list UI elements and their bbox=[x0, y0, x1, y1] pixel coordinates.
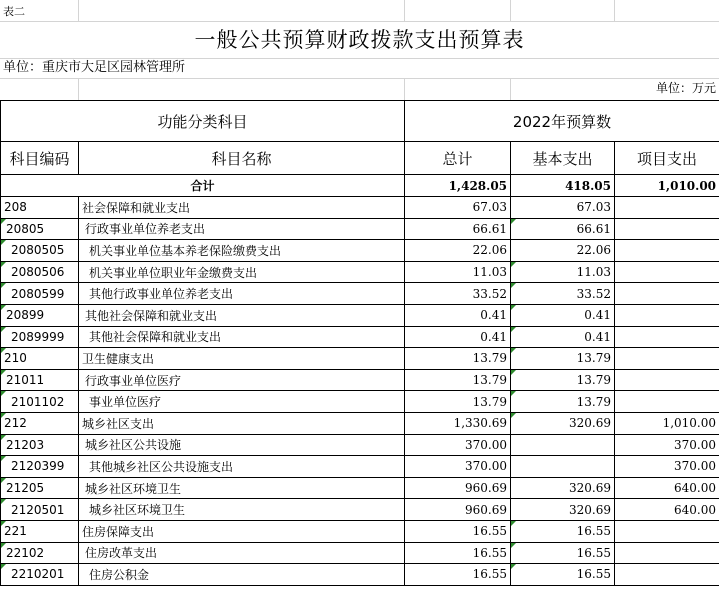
header-function-class[interactable]: 功能分类科目 bbox=[1, 101, 405, 142]
cell-basic[interactable]: 320.69 bbox=[511, 477, 615, 499]
cell-name[interactable]: 其他行政事业单位养老支出 bbox=[79, 283, 405, 305]
gridline bbox=[510, 0, 511, 22]
cell-basic[interactable]: 22.06 bbox=[511, 240, 615, 262]
cell-basic[interactable]: 11.03 bbox=[511, 261, 615, 283]
cell-name[interactable]: 卫生健康支出 bbox=[79, 348, 405, 370]
cell-name[interactable]: 城乡社区支出 bbox=[79, 412, 405, 434]
cell-code[interactable]: 2210201 bbox=[1, 564, 79, 586]
cell-total[interactable]: 370.00 bbox=[405, 434, 511, 456]
cell-name[interactable]: 其他社会保障和就业支出 bbox=[79, 304, 405, 326]
cell-basic[interactable] bbox=[511, 456, 615, 478]
cell-total[interactable]: 13.79 bbox=[405, 391, 511, 413]
table-row bbox=[1, 499, 719, 521]
cell-total[interactable]: 0.41 bbox=[405, 326, 511, 348]
cell-project[interactable] bbox=[615, 369, 719, 391]
cell-name[interactable]: 其他社会保障和就业支出 bbox=[79, 326, 405, 348]
gridline bbox=[510, 78, 511, 100]
cell-code[interactable]: 21205 bbox=[1, 477, 79, 499]
gridline bbox=[78, 0, 79, 22]
header-budget-year[interactable]: 2022年预算数 bbox=[405, 101, 719, 142]
cell-basic[interactable]: 13.79 bbox=[511, 348, 615, 370]
cell-basic[interactable]: 320.69 bbox=[511, 499, 615, 521]
cell-basic[interactable]: 320.69 bbox=[511, 412, 615, 434]
header-total[interactable]: 总计 bbox=[405, 142, 511, 175]
header-code[interactable]: 科目编码 bbox=[1, 142, 79, 175]
cell-total[interactable]: 13.79 bbox=[405, 369, 511, 391]
cell-total[interactable]: 16.55 bbox=[405, 520, 511, 542]
cell-total[interactable]: 16.55 bbox=[405, 542, 511, 564]
cell-name[interactable]: 城乡社区公共设施 bbox=[79, 434, 405, 456]
budget-table bbox=[0, 100, 719, 586]
gridline bbox=[404, 78, 405, 100]
corner-label[interactable]: 表二 bbox=[3, 5, 25, 18]
cell-code[interactable]: 221 bbox=[1, 520, 79, 542]
cell-code[interactable]: 208 bbox=[1, 197, 79, 219]
cell-total[interactable]: 960.69 bbox=[405, 477, 511, 499]
cell-project[interactable] bbox=[615, 326, 719, 348]
cell-total[interactable]: 33.52 bbox=[405, 283, 511, 305]
cell-total[interactable]: 66.61 bbox=[405, 218, 511, 240]
cell-basic[interactable]: 16.55 bbox=[511, 520, 615, 542]
cell-code[interactable]: 2080506 bbox=[1, 261, 79, 283]
cell-total[interactable]: 960.69 bbox=[405, 499, 511, 521]
cell-code[interactable]: 22102 bbox=[1, 542, 79, 564]
cell-project[interactable]: 1,010.00 bbox=[615, 412, 719, 434]
cell-project[interactable] bbox=[615, 283, 719, 305]
header-project[interactable]: 项目支出 bbox=[615, 142, 719, 175]
total-total[interactable]: 1,428.05 bbox=[405, 175, 511, 197]
cell-code[interactable]: 21011 bbox=[1, 369, 79, 391]
cell-basic[interactable]: 16.55 bbox=[511, 542, 615, 564]
cell-basic[interactable]: 0.41 bbox=[511, 326, 615, 348]
cell-code[interactable]: 2120399 bbox=[1, 456, 79, 478]
cell-project[interactable] bbox=[615, 520, 719, 542]
cell-project[interactable] bbox=[615, 261, 719, 283]
total-label[interactable]: 合计 bbox=[1, 175, 405, 197]
cell-code[interactable]: 2080599 bbox=[1, 283, 79, 305]
cell-name[interactable]: 机关事业单位基本养老保险缴费支出 bbox=[79, 240, 405, 262]
table-row bbox=[1, 456, 719, 478]
amount-unit-label[interactable]: 单位：万元 bbox=[655, 81, 716, 95]
cell-code[interactable]: 2080505 bbox=[1, 240, 79, 262]
header-basic[interactable]: 基本支出 bbox=[511, 142, 615, 175]
table-row bbox=[1, 412, 719, 434]
header-row-group bbox=[1, 101, 719, 142]
cell-project[interactable] bbox=[615, 564, 719, 586]
header-name[interactable]: 科目名称 bbox=[79, 142, 405, 175]
table-row bbox=[1, 197, 719, 219]
cell-name[interactable]: 其他城乡社区公共设施支出 bbox=[79, 456, 405, 478]
table-row bbox=[1, 240, 719, 262]
table-row bbox=[1, 542, 719, 564]
cell-name[interactable]: 住房保障支出 bbox=[79, 520, 405, 542]
cell-basic[interactable]: 16.55 bbox=[511, 564, 615, 586]
cell-basic[interactable]: 13.79 bbox=[511, 369, 615, 391]
cell-total[interactable]: 370.00 bbox=[405, 456, 511, 478]
cell-name[interactable]: 住房公积金 bbox=[79, 564, 405, 586]
table-row bbox=[1, 261, 719, 283]
table-row bbox=[1, 434, 719, 456]
cell-project[interactable]: 370.00 bbox=[615, 434, 719, 456]
cell-name[interactable]: 机关事业单位职业年金缴费支出 bbox=[79, 261, 405, 283]
table-row bbox=[1, 520, 719, 542]
gridline bbox=[614, 0, 615, 22]
table-row bbox=[1, 326, 719, 348]
cell-total[interactable]: 67.03 bbox=[405, 197, 511, 219]
cell-code[interactable]: 20899 bbox=[1, 304, 79, 326]
cell-name[interactable]: 城乡社区环境卫生 bbox=[79, 499, 405, 521]
gridline bbox=[0, 78, 719, 79]
cell-code[interactable]: 212 bbox=[1, 412, 79, 434]
cell-code[interactable]: 2120501 bbox=[1, 499, 79, 521]
total-row bbox=[1, 175, 719, 197]
gridline bbox=[78, 78, 79, 100]
table-row bbox=[1, 218, 719, 240]
cell-basic[interactable] bbox=[511, 434, 615, 456]
cell-total[interactable]: 16.55 bbox=[405, 564, 511, 586]
table-row bbox=[1, 304, 719, 326]
page-title[interactable]: 一般公共预算财政拨款支出预算表 bbox=[194, 28, 525, 52]
unit-label[interactable]: 单位：重庆市大足区园林管理所 bbox=[3, 60, 186, 75]
cell-project[interactable]: 370.00 bbox=[615, 456, 719, 478]
cell-name[interactable]: 行政事业单位养老支出 bbox=[79, 218, 405, 240]
cell-name[interactable]: 住房改革支出 bbox=[79, 542, 405, 564]
cell-project[interactable] bbox=[615, 348, 719, 370]
cell-code[interactable]: 21203 bbox=[1, 434, 79, 456]
cell-project[interactable] bbox=[615, 218, 719, 240]
cell-project[interactable]: 640.00 bbox=[615, 477, 719, 499]
table-row bbox=[1, 348, 719, 370]
table-row bbox=[1, 369, 719, 391]
cell-total[interactable]: 13.79 bbox=[405, 348, 511, 370]
cell-total[interactable]: 11.03 bbox=[405, 261, 511, 283]
cell-project[interactable] bbox=[615, 391, 719, 413]
gridline bbox=[404, 0, 405, 22]
cell-project[interactable] bbox=[615, 542, 719, 564]
cell-name[interactable]: 社会保障和就业支出 bbox=[79, 197, 405, 219]
cell-basic[interactable]: 0.41 bbox=[511, 304, 615, 326]
cell-basic[interactable]: 67.03 bbox=[511, 197, 615, 219]
cell-total[interactable]: 0.41 bbox=[405, 304, 511, 326]
cell-code[interactable]: 210 bbox=[1, 348, 79, 370]
cell-name[interactable]: 行政事业单位医疗 bbox=[79, 369, 405, 391]
cell-code[interactable]: 2101102 bbox=[1, 391, 79, 413]
total-basic[interactable]: 418.05 bbox=[511, 175, 615, 197]
cell-project[interactable] bbox=[615, 197, 719, 219]
cell-code[interactable]: 2089999 bbox=[1, 326, 79, 348]
cell-code[interactable]: 20805 bbox=[1, 218, 79, 240]
cell-project[interactable] bbox=[615, 304, 719, 326]
header-row-columns bbox=[1, 142, 719, 175]
cell-basic[interactable]: 13.79 bbox=[511, 391, 615, 413]
cell-basic[interactable]: 33.52 bbox=[511, 283, 615, 305]
table-row bbox=[1, 391, 719, 413]
table-row bbox=[1, 564, 719, 586]
cell-name[interactable]: 城乡社区环境卫生 bbox=[79, 477, 405, 499]
cell-name[interactable]: 事业单位医疗 bbox=[79, 391, 405, 413]
table-row bbox=[1, 477, 719, 499]
cell-total[interactable]: 1,330.69 bbox=[405, 412, 511, 434]
cell-total[interactable]: 22.06 bbox=[405, 240, 511, 262]
table-row bbox=[1, 283, 719, 305]
total-project[interactable]: 1,010.00 bbox=[615, 175, 719, 197]
cell-project[interactable] bbox=[615, 240, 719, 262]
cell-basic[interactable]: 66.61 bbox=[511, 218, 615, 240]
cell-project[interactable]: 640.00 bbox=[615, 499, 719, 521]
